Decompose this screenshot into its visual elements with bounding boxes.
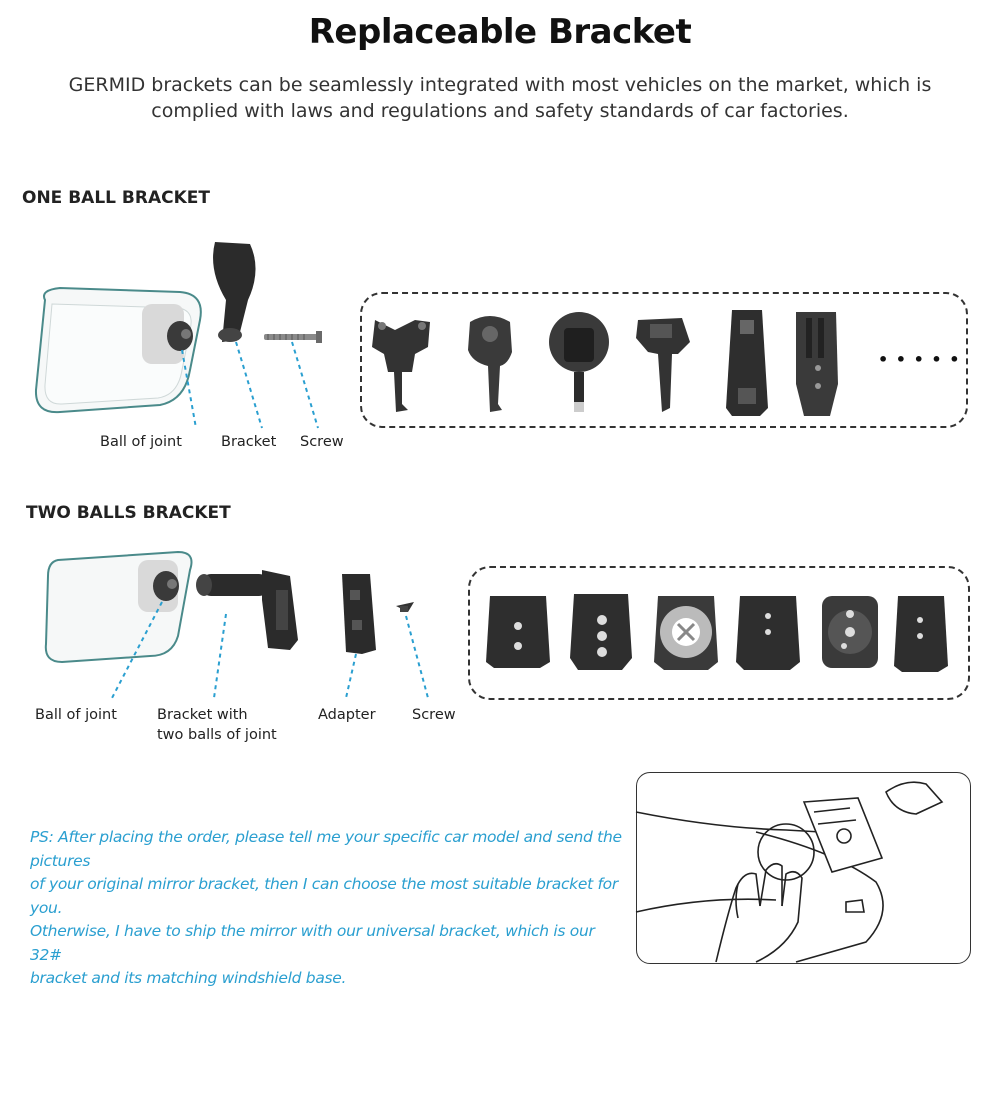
mirror-illustration-2 (46, 552, 192, 662)
subtitle-line-2: complied with laws and regulations and safety standards of car factories. (151, 100, 849, 122)
bracket-variant-3-icon (549, 312, 609, 412)
ps-note-line-2: of your original mirror bracket, then I can choose the most suitable bracket for you. (30, 875, 618, 917)
hand-installing-bracket-illustration (636, 772, 971, 964)
double-ball-bracket-icon (196, 570, 298, 650)
one-ball-heading: ONE BALL BRACKET (22, 188, 210, 208)
two-balls-exploded-diagram (0, 540, 460, 710)
adapter-variant-5-icon (822, 596, 878, 668)
label-bracket-two-balls-line-2: two balls of joint (157, 727, 277, 743)
label-ball-of-joint: Ball of joint (100, 434, 182, 450)
more-variants-ellipsis: • • • • • (878, 350, 961, 369)
page-title: Replaceable Bracket (308, 12, 692, 52)
screw-icon (264, 331, 322, 343)
label-screw: Screw (300, 434, 344, 450)
ball-joint-icon (167, 321, 193, 351)
one-ball-bracket-variants (360, 292, 968, 428)
bracket-variant-6-icon (796, 312, 838, 416)
adapter-variant-3-icon (654, 596, 718, 670)
label-bracket-two-balls (157, 705, 277, 745)
bracket-variant-2-icon (468, 316, 512, 412)
ps-note-line-4: bracket and its matching windshield base. (30, 969, 347, 987)
two-balls-adapter-variants (468, 566, 970, 700)
label-adapter: Adapter (318, 707, 376, 723)
bracket-variant-1-icon (372, 320, 430, 412)
ps-note (30, 826, 630, 991)
bracket-variant-5-icon (726, 310, 768, 416)
subtitle-line-1: GERMID brackets can be seamlessly integrated with most vehicles on the market, which is (68, 74, 932, 96)
one-ball-exploded-diagram (0, 230, 360, 430)
ball-joint-icon-2 (153, 571, 179, 601)
label-bracket: Bracket (221, 434, 277, 450)
ps-note-line-3: Otherwise, I have to ship the mirror with our universal bracket, which is our 32# (30, 922, 595, 964)
label-ball-of-joint-2: Ball of joint (35, 707, 117, 723)
adapter-icon (342, 574, 376, 654)
page-subtitle (60, 72, 940, 124)
label-screw-2: Screw (412, 707, 456, 723)
adapter-variant-6-icon (894, 596, 948, 672)
adapter-variant-1-icon (486, 596, 550, 668)
small-screw-icon (396, 602, 414, 612)
two-balls-heading: TWO BALLS BRACKET (26, 503, 231, 523)
ps-note-line-1: PS: After placing the order, please tell me your specific car model and send the pictures (30, 828, 622, 870)
adapter-variant-4-icon (736, 596, 800, 670)
adapter-variant-2-icon (570, 594, 632, 670)
label-bracket-two-balls-line-1: Bracket with (157, 707, 248, 723)
bracket-icon (213, 242, 255, 342)
bracket-variant-4-icon (636, 318, 690, 412)
